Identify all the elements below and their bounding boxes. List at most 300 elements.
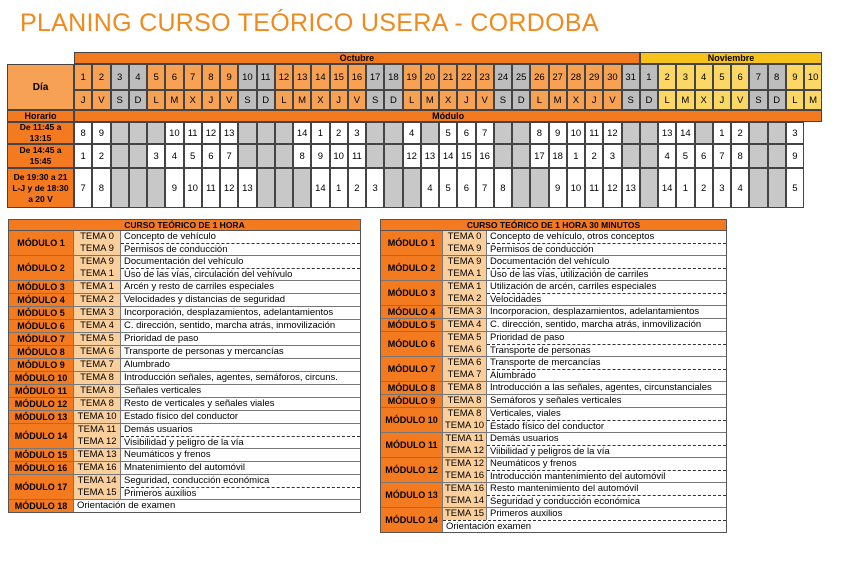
weekday-letter: D [129,90,147,110]
tema-label: TEMA 13 [74,449,121,461]
module-label: MÓDULO 11 [381,433,443,457]
module-cell: 12 [603,168,621,208]
module-group [381,382,726,395]
weekday-letter: J [585,90,603,110]
module-cell: 11 [184,122,202,144]
tema-label: TEMA 1 [443,268,487,280]
module-cell [695,122,713,144]
module-cell: 1 [567,144,585,168]
weekday-letter: D [384,90,402,110]
module-cell: 8 [92,168,110,208]
day-number: 7 [749,64,767,90]
weekday-letter: L [403,90,421,110]
tema-description: C. dirección, sentido, marcha atrás, inmovilización [490,319,702,330]
table-1-hour-30-body [381,231,726,532]
tema-description: Uso de las vías, utilización de carriles [487,268,726,280]
tema-description: Neumáticos y frenos [124,449,211,460]
module-cell: 10 [567,168,585,208]
module-cell [640,168,658,208]
tema-description: Concepto de vehículo, otros conceptos [490,231,655,242]
module-cell [512,122,530,144]
tema-description: Resto de verticales y señales viales [124,398,275,409]
module-cell: 9 [786,144,804,168]
module-group [381,483,726,508]
module-cell: 7 [713,144,731,168]
module-label: MÓDULO 9 [9,359,74,371]
tema-row [443,306,726,318]
module-cell [366,144,384,168]
tema-label: TEMA 8 [443,395,487,407]
tema-description: Verticales, viales [490,408,561,419]
tema-row [74,307,360,319]
module-label: MÓDULO 12 [9,398,74,410]
module-cell [749,168,767,208]
tema-description: Permisos de conducción [487,243,726,255]
weekday-letter: D [257,90,275,110]
tema-description: Estado físico del conductor [124,411,239,422]
tema-row [443,433,726,445]
module-cell: 2 [92,144,110,168]
tema-row [443,495,726,507]
tema-row [74,281,360,293]
module-label: MÓDULO 14 [9,424,74,448]
tema-description: Alumbrado [487,369,726,381]
module-cell [749,144,767,168]
day-number: 24 [494,64,512,90]
module-cell [640,122,658,144]
module-cell: 4 [658,144,676,168]
tema-row [74,436,360,448]
weekday-letter: S [749,90,767,110]
tema-description: Incorporacion, desplazamientos, adelantamientos [490,306,700,317]
module-cell [129,122,147,144]
module-group [9,359,360,372]
horario-label: Horario [7,110,74,122]
tema-description: Concepto de vehículo [124,231,216,242]
tema-row [443,243,726,255]
weekday-letter: M [165,90,183,110]
weekday-letter: S [111,90,129,110]
module-cell [257,168,275,208]
module-cell: 12 [603,122,621,144]
day-number: 9 [786,64,804,90]
tema-description: Transporte de personas [487,344,726,356]
module-cell: 14 [676,122,694,144]
weekday-letter: S [622,90,640,110]
module-cell [238,144,256,168]
tema-description: Señales verticales [124,385,202,396]
module-group [9,281,360,294]
module-label: MÓDULO 8 [9,346,74,358]
module-cell: 13 [220,122,238,144]
module-cell [384,122,402,144]
tema-label: TEMA 5 [443,332,487,344]
tema-row [443,458,726,470]
tema-row [443,293,726,305]
tema-row [74,411,360,423]
day-number: 6 [731,64,749,90]
weekday-letter: V [220,90,238,110]
module-cell: 8 [530,122,548,144]
tema-row [443,520,726,532]
module-cell [384,144,402,168]
module-cell: 9 [92,122,110,144]
module-cell: 10 [330,144,348,168]
weekday-letter: S [238,90,256,110]
tema-row [443,445,726,457]
module-cell: 1 [330,168,348,208]
tema-description: Neumáticos y frenos [490,458,577,469]
module-label: MÓDULO 17 [9,475,74,499]
weekday-letter: M [676,90,694,110]
module-cell [111,168,129,208]
module-label: MÓDULO 10 [381,408,443,432]
module-cell: 15 [457,144,475,168]
tema-row [443,319,726,331]
module-cell: 2 [585,144,603,168]
module-label: MÓDULO 18 [9,500,74,512]
module-label: MÓDULO 8 [381,382,443,394]
module-label: MÓDULO 6 [381,332,443,356]
module-cell [494,144,512,168]
tema-label: TEMA 8 [74,398,121,410]
module-cell [366,122,384,144]
module-group [381,281,726,306]
module-cell: 1 [74,144,92,168]
tema-description: Primeros auxilios [490,508,563,519]
module-group [9,294,360,307]
module-group [9,307,360,320]
day-number: 10 [238,64,256,90]
module-cell [622,144,640,168]
tema-label: TEMA 7 [443,369,487,381]
day-number: 25 [512,64,530,90]
tema-label: TEMA 8 [74,385,121,397]
module-group [9,372,360,385]
day-number: 19 [403,64,421,90]
module-cell [768,144,786,168]
module-label: MÓDULO 6 [9,320,74,332]
module-cell: 17 [530,144,548,168]
tema-row [443,357,726,369]
tema-row [443,369,726,381]
tema-description: Mnatenimiento del automóvil [124,462,245,473]
tema-description: Orientación examen [443,520,726,532]
module-cell: 7 [476,122,494,144]
module-cell: 5 [439,122,457,144]
weekday-letter: J [202,90,220,110]
module-cell [768,168,786,208]
weekday-letter: S [494,90,512,110]
module-group [9,231,360,256]
module-cell: 3 [603,144,621,168]
weekday-letter: M [804,90,822,110]
weekday-letter: J [74,90,92,110]
module-cell: 4 [165,144,183,168]
module-cell: 18 [549,144,567,168]
tema-label: TEMA 9 [74,243,121,255]
tema-label: TEMA 10 [443,420,487,432]
weekday-letter: M [293,90,311,110]
tema-label: TEMA 3 [74,307,121,319]
time-slot-label: De 14:45 a 15:45 [7,144,74,168]
module-cell: 9 [311,144,329,168]
tema-description: Introducción señales, agentes, semáforos, circuns. [124,372,338,383]
tema-label: TEMA 9 [443,243,487,255]
day-number: 14 [311,64,329,90]
module-label: MÓDULO 14 [381,508,443,532]
module-cell [494,122,512,144]
tema-label: TEMA 1 [74,281,121,293]
tema-row [74,424,360,436]
module-cell: 5 [439,168,457,208]
day-number: 17 [366,64,384,90]
weekday-letter: X [439,90,457,110]
weekday-letter: D [768,90,786,110]
day-number: 4 [695,64,713,90]
module-cell [421,122,439,144]
tema-row [74,500,360,512]
module-cell [768,122,786,144]
module-cell: 6 [457,168,475,208]
day-number: 30 [603,64,621,90]
tema-row [443,281,726,293]
tema-row [443,395,726,407]
page-title: PLANING CURSO TEÓRICO USERA - CORDOBA [20,9,599,37]
tema-label: TEMA 14 [74,475,121,487]
tema-label: TEMA 4 [74,320,121,332]
module-cell: 11 [348,144,366,168]
module-cell: 9 [165,168,183,208]
tema-label: TEMA 12 [443,445,487,457]
tema-label: TEMA 10 [74,411,121,423]
time-slot-label: De 11:45 a 13:15 [7,122,74,144]
module-label: MÓDULO 9 [381,395,443,407]
tema-description: Uso de las vías, circulación del vehívulo [121,268,360,280]
module-cell: 13 [421,144,439,168]
module-cell: 4 [403,122,421,144]
module-cell [622,122,640,144]
module-cell: 1 [713,122,731,144]
module-group [9,500,360,512]
module-cell: 3 [366,168,384,208]
module-label: MÓDULO 1 [9,231,74,255]
tema-label: TEMA 6 [443,344,487,356]
module-cell: 10 [184,168,202,208]
module-cell: 13 [622,168,640,208]
module-label: MÓDULO 5 [381,319,443,331]
tema-row [443,231,726,243]
module-cell: 14 [658,168,676,208]
module-cell: 16 [476,144,494,168]
tema-row [443,408,726,420]
tema-description: Permisos de conducción [121,243,360,255]
module-label: MÓDULO 4 [381,306,443,318]
module-cell [293,168,311,208]
module-group [381,395,726,408]
tema-row [74,231,360,243]
tema-label: TEMA 6 [74,346,121,358]
tema-label: TEMA 16 [443,483,487,495]
tema-label: TEMA 6 [443,357,487,369]
module-group [9,475,360,500]
module-cell [129,144,147,168]
day-number: 1 [640,64,658,90]
tema-description: Introducción mantenimiento del automóvil [487,470,726,482]
tema-row [74,320,360,332]
module-label: MÓDULO 13 [381,483,443,507]
day-number: 28 [567,64,585,90]
tema-description: Velocidades [487,293,726,305]
module-group [381,306,726,319]
tema-description: C. dirección, sentido, marcha atrás, inmovilización [124,320,336,331]
module-label: MÓDULO 7 [381,357,443,381]
tema-label: TEMA 1 [74,268,121,280]
weekday-letter: V [348,90,366,110]
tema-label: TEMA 16 [443,470,487,482]
weekday-letter: X [311,90,329,110]
weekday-letter: V [603,90,621,110]
weekday-letter: L [786,90,804,110]
module-cell: 14 [311,168,329,208]
day-number: 2 [658,64,676,90]
day-number: 15 [330,64,348,90]
module-group [381,458,726,483]
module-cell [257,144,275,168]
tema-label: TEMA 0 [74,231,121,243]
weekday-letter: L [147,90,165,110]
tema-description: Seguridad, conducción económica [124,475,270,486]
weekday-letter: M [549,90,567,110]
tema-description: Arcén y resto de carriles especiales [124,281,274,292]
module-cell: 12 [202,122,220,144]
module-group [9,256,360,281]
day-number: 18 [384,64,402,90]
month-header: Noviembre [640,52,823,64]
day-number: 31 [622,64,640,90]
module-cell: 2 [731,122,749,144]
schedule-grid [7,52,843,208]
module-cell: 12 [220,168,238,208]
module-cell: 3 [348,122,366,144]
tema-row [443,470,726,482]
weekday-letter: V [476,90,494,110]
day-number: 23 [476,64,494,90]
module-cell [111,122,129,144]
weekday-letter: D [640,90,658,110]
weekday-letter: X [567,90,585,110]
tema-label: TEMA 9 [74,256,121,268]
module-group [381,332,726,357]
tema-label: TEMA 1 [443,281,487,293]
module-group [9,333,360,346]
module-group [381,256,726,281]
day-number: 4 [129,64,147,90]
day-number: 13 [293,64,311,90]
module-label: MÓDULO 10 [9,372,74,384]
tema-description: Transporte de mercancías [490,357,601,368]
day-number: 11 [257,64,275,90]
weekday-letter: L [530,90,548,110]
module-cell [640,144,658,168]
module-cell: 3 [713,168,731,208]
table-1-hour [8,219,361,513]
module-label: MÓDULO 2 [381,256,443,280]
module-cell: 8 [731,144,749,168]
weekday-letter: J [713,90,731,110]
module-cell: 3 [786,122,804,144]
module-group [381,433,726,458]
module-group [9,385,360,398]
module-cell [275,168,293,208]
module-label: MÓDULO 13 [9,411,74,423]
day-number: 20 [421,64,439,90]
tema-row [443,256,726,268]
day-number: 2 [92,64,110,90]
tema-label: TEMA 12 [74,436,121,448]
tema-label: TEMA 5 [74,333,121,345]
module-cell: 13 [238,168,256,208]
tema-label: TEMA 16 [74,462,121,474]
tema-label: TEMA 7 [74,359,121,371]
module-group [381,319,726,332]
day-number: 9 [220,64,238,90]
module-cell: 11 [585,168,603,208]
module-label: MÓDULO 7 [9,333,74,345]
module-cell [275,122,293,144]
module-cell: 8 [74,122,92,144]
module-label: MÓDULO 5 [9,307,74,319]
tema-description: Semáforos y señales verticales [490,395,622,406]
table-1-hour-title: CURSO TEÓRICO DE 1 HORA [9,220,360,231]
weekday-letter: X [695,90,713,110]
day-number: 3 [676,64,694,90]
module-cell [275,144,293,168]
day-number: 26 [530,64,548,90]
module-group [9,320,360,333]
tema-label: TEMA 0 [443,231,487,243]
module-cell: 5 [676,144,694,168]
tema-label: TEMA 15 [74,487,121,499]
module-label: MÓDULO 3 [9,281,74,293]
module-label: MÓDULO 16 [9,462,74,474]
tema-row [74,475,360,487]
module-cell: 6 [457,122,475,144]
module-label: MÓDULO 12 [381,458,443,482]
day-number: 27 [549,64,567,90]
tema-row [74,487,360,499]
tema-row [74,333,360,345]
module-cell: 1 [676,168,694,208]
table-1-hour-body [9,231,360,512]
tema-description: Prioridad de paso [490,332,565,343]
tema-description: Incorporación, desplazamientos, adelantamientos [124,307,334,318]
day-number: 5 [713,64,731,90]
day-number: 12 [275,64,293,90]
tema-row [74,294,360,306]
module-cell: 2 [695,168,713,208]
day-number: 5 [147,64,165,90]
module-cell: 10 [165,122,183,144]
module-cell: 6 [202,144,220,168]
module-cell: 2 [348,168,366,208]
weekday-letter: V [731,90,749,110]
weekday-letter: S [366,90,384,110]
module-cell: 10 [567,122,585,144]
day-number: 8 [768,64,786,90]
tema-description: Seguridad y conducción económica [487,495,726,507]
tema-label: TEMA 14 [443,495,487,507]
